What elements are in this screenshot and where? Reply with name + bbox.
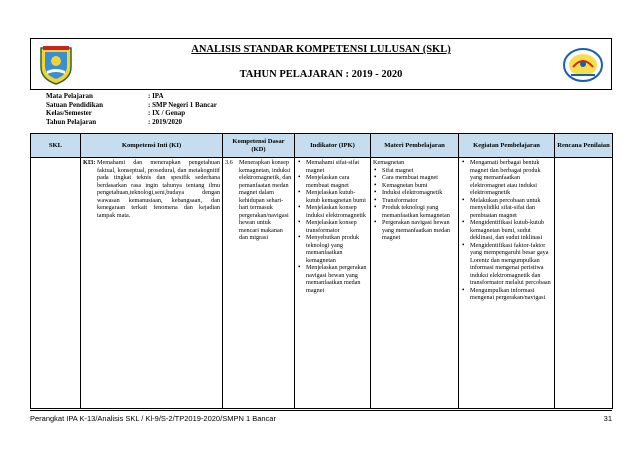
info-key: Satuan Pendidikan <box>46 100 103 109</box>
list-item: • Produk teknologi yang memanfaatkan kemagnetan <box>382 204 456 219</box>
header-ipk: Indikator (IPK) <box>295 134 371 158</box>
ki-text: Memahami dan menerapkan pengetahuan faktual, konseptual, prosedural, dan metakognitif pada tingkat teknis dan spesifik sederhana berdasarkan rasa ingin tahunya tentang ilmu pengetahuan,teknologi,seni,budaya dengan wawasan kemanusiaan, kebangsaan, dan kenegaraan terkait fenomena dan kejadian tampak mata. <box>97 159 220 219</box>
info-key: Kelas/Semester <box>46 109 92 117</box>
list-item: • Sifat magnet <box>382 167 456 175</box>
header-materi: Materi Pembelajaran <box>371 134 459 158</box>
ki-code: KI3: <box>83 159 96 166</box>
info-value: : 2019/2020 <box>148 117 183 126</box>
page-number: 31 <box>603 414 612 423</box>
cell-skl <box>31 158 81 409</box>
cell-materi <box>371 158 459 409</box>
list-item: • Menjelaskan pergerakan navigasi hewan yang memanfaatkan medan magnet <box>306 264 368 294</box>
page-footer <box>30 410 612 423</box>
document-info <box>46 92 217 126</box>
document-title: ANALISIS STANDAR KOMPETENSI LULUSAN (SKL) <box>191 44 451 55</box>
info-row <box>46 118 217 127</box>
cell-kegiatan <box>459 158 555 409</box>
table-row <box>31 158 613 409</box>
header-kd: Kompetensi Dasar (KD) <box>223 134 295 158</box>
list-item: • Menjelaskan konsep induksi elektromagnetik <box>306 204 368 219</box>
table-header-row <box>31 134 613 158</box>
info-row <box>46 109 217 118</box>
info-row <box>46 92 217 101</box>
list-item: • Mengidentifikasi faktor-faktor yang mempengaruhi besar gaya Lorentz dan mengumpulkan informasi mengenai peristiwa induksi elektromagnetik dan transformator melalui percobaan <box>470 242 552 287</box>
cell-ipk <box>295 158 371 409</box>
list-item: • Menjelaskan konsep transformator <box>306 219 368 234</box>
kd-code: 3.6 <box>225 159 233 166</box>
list-item: • Kemagnetan bumi <box>382 182 456 190</box>
header-ki: Kompetensi Inti (KI) <box>81 134 223 158</box>
kd-text: Menerapkan konsep kemagnetan, induksi elektromagnetik, dan pemanfaatan medan magnet dalam kehidupan sehari-hari termasuk pergerakan/navigasi hewan untuk mencari makanan dan migrasi <box>239 159 292 241</box>
cell-penilaian <box>555 158 613 409</box>
list-item: • Melakukan percobaan untuk menyelidiki sifat-sifat dan pembuatan magnet <box>470 197 552 220</box>
header-penilaian: Rencana Penilaian <box>555 134 613 158</box>
info-value: : IX / Genap <box>148 109 186 117</box>
list-item: • Memahami sifat-sifat magnet <box>306 159 368 174</box>
document-header <box>30 38 612 90</box>
materi-title: Kemagnetan <box>373 159 405 166</box>
info-value: : IPA <box>148 92 164 100</box>
school-emblem-icon <box>563 47 603 83</box>
list-item: • Mengidentifikasi kutub-kutub kemagnetan bumi, sudut deklinasi, dan sudut inklinasi <box>470 219 552 242</box>
list-item: • Pergerakan navigasi hewan yang memanfaatkan medan magnet <box>382 219 456 242</box>
list-item: • Induksi elektromagnetik <box>382 189 456 197</box>
list-item: • Menyebutkan produk teknologi yang memanfaatkan kemagnetan <box>306 234 368 264</box>
list-item: • Transformator <box>382 197 456 205</box>
list-item: • Mengamati berbagai bentuk magnet dan berbagai produk yang memanfaatkan elektromagnet atau induksi elektromagnetik <box>470 159 552 197</box>
list-item: • Mengumpulkan informasi mengenai pergerakan/navigasi <box>470 287 552 302</box>
footer-text: Perangkat IPA K-13/Analisis SKL / Kl-9/S-2/TP2019-2020/SMPN 1 Bancar <box>30 414 276 423</box>
cell-kd <box>223 158 295 409</box>
document-subtitle: TAHUN PELAJARAN : 2019 - 2020 <box>239 69 403 80</box>
header-skl: SKL <box>31 134 81 158</box>
list-item: • Menjelaskan cara membuat magnet <box>306 174 368 189</box>
info-row <box>46 101 217 110</box>
info-value: : SMP Negeri 1 Bancar <box>148 100 217 109</box>
info-key: Mata Pelajaran <box>46 92 93 100</box>
header-kegiatan: Kegiatan Pembelajaran <box>459 134 555 158</box>
list-item: • Cara membuat magnet <box>382 174 456 182</box>
skl-table <box>30 133 613 409</box>
info-key: Tahun Pelajaran <box>46 117 97 126</box>
cell-ki <box>81 158 223 409</box>
list-item: • Menjelaskan kutub-kutub kemagnetan bumi <box>306 189 368 204</box>
